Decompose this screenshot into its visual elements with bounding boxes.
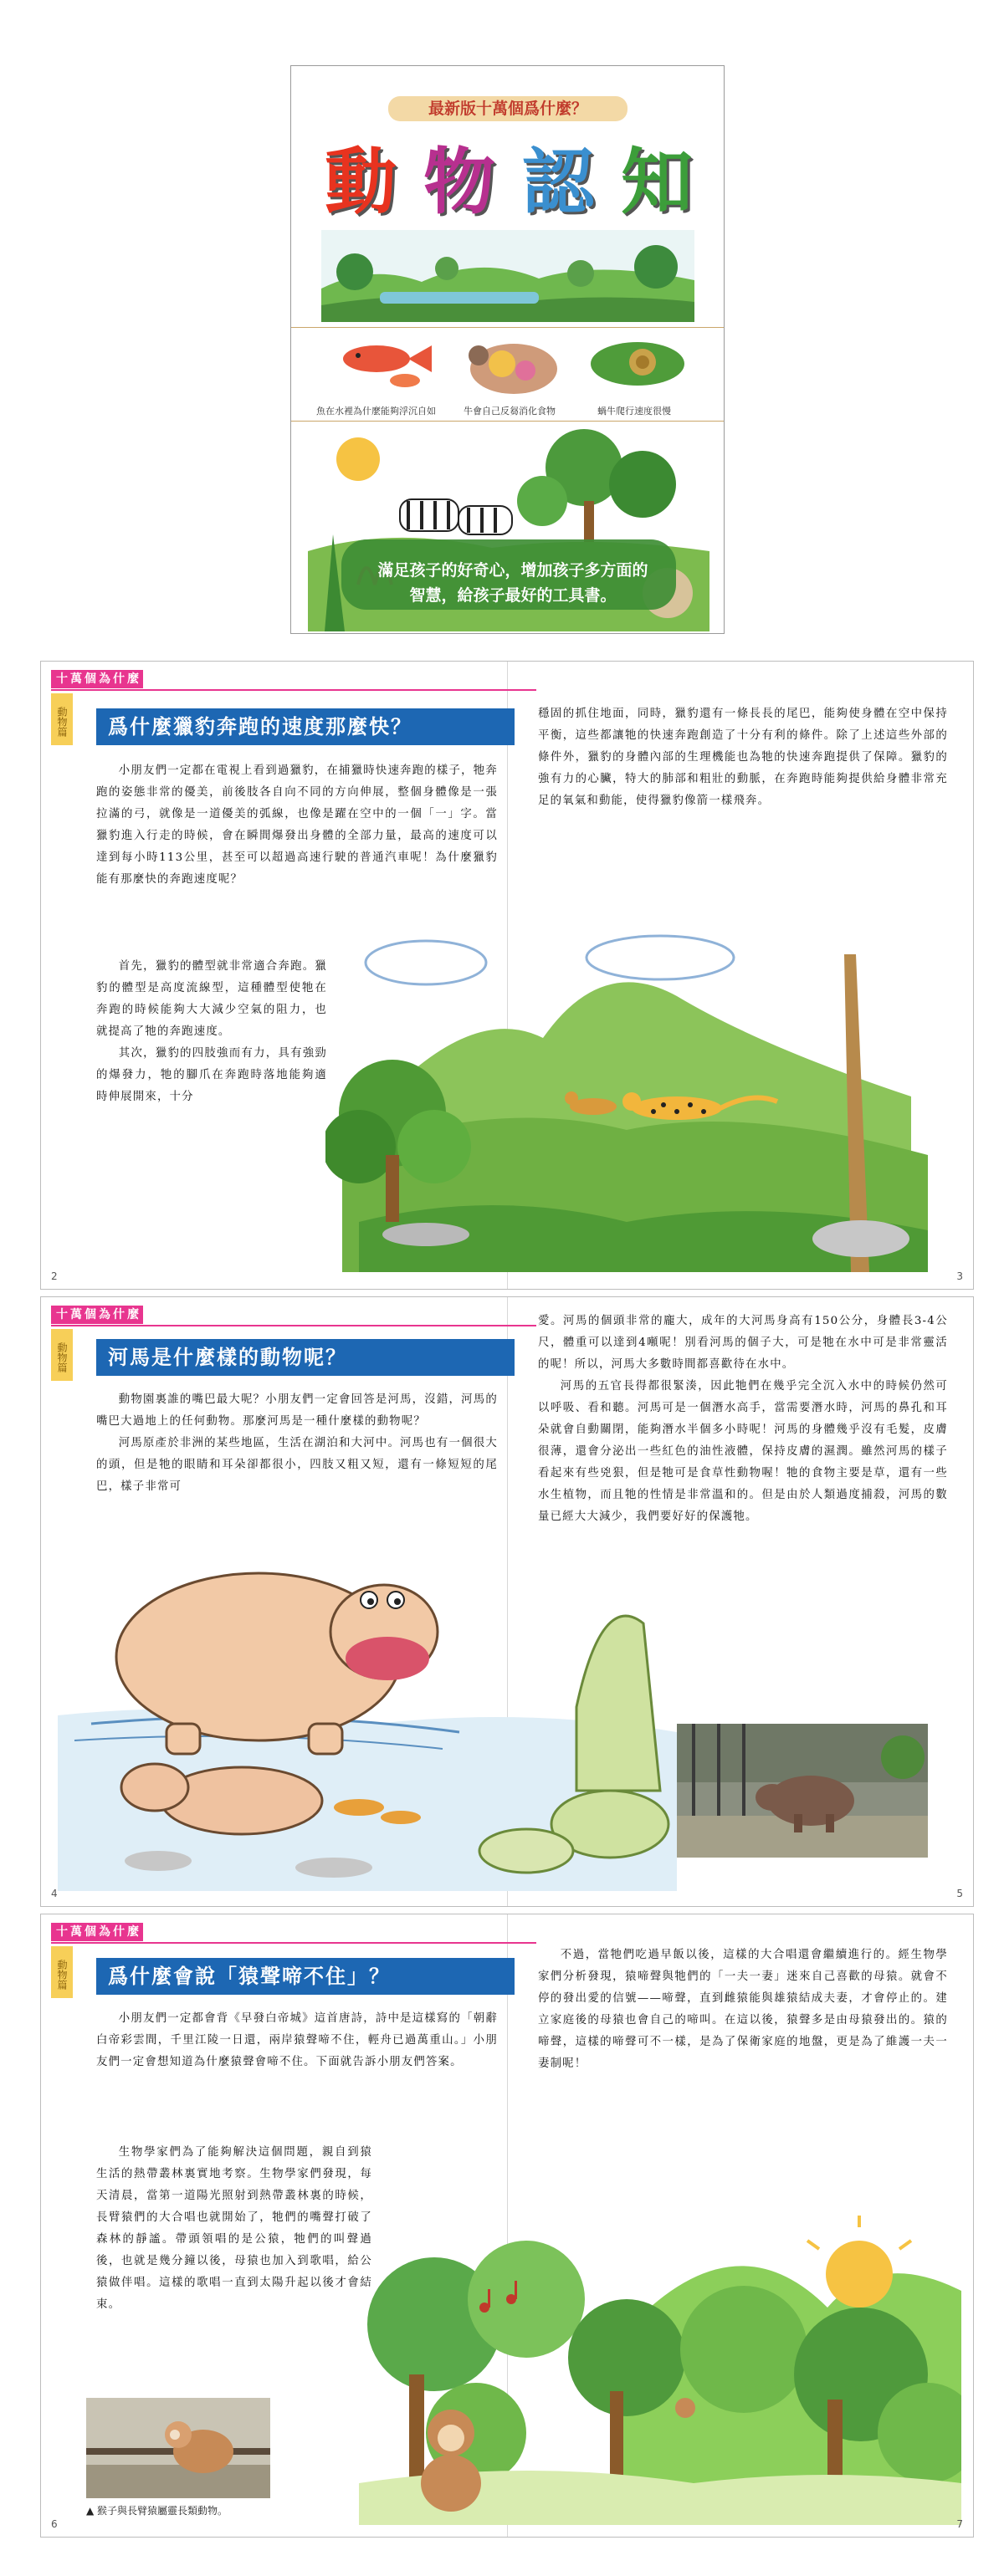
hippo-photo	[677, 1724, 928, 1858]
question-title: 爲什麼獵豹奔跑的速度那麼快？	[96, 708, 515, 745]
book-spread-cheetah	[40, 661, 974, 1290]
cover-slogan	[350, 558, 676, 608]
cover-title-char: 動	[325, 141, 397, 224]
paragraph: 穩固的抓住地面，同時，獵豹還有一條長長的尾巴，能夠使身體在空中保持平衡，這些都讓牠的快速奔跑創造了十分有利的條件。除了上述這些外部的條件外，獵豹的身體內部的生理機能也為牠的快速奔跑提供了保障。獵豹的強有力的心臟，特大的肺部和粗壯的動脈，在奔跑時能夠提供給身體非常充足的氧氣和動能，使得獵豹像箭一樣飛奔。	[538, 708, 948, 807]
cover-title-char: 物	[423, 141, 495, 224]
paragraph: 不過，當牠們吃過早飯以後，這樣的大合唱還會繼續進行的。經生物學家們分析發現，猿啼聲與牠們的「一夫一妻」迷來自己喜歡的母猿。就會不停的發出愛的信號——啼聲，直到雌猿能與雄猿結成夫妻，才會停止的。建立家庭後的母猿也會自己的啼叫。在這以後，猿聲多是由母猿發出的。猿的啼聲，這樣的啼聲可不一樣，是為了保衛家庭的地盤，更是為了維護一夫一妻制呢！	[538, 1949, 948, 2070]
cover-title	[325, 136, 693, 228]
cover-divider	[291, 421, 725, 422]
question-title: 河馬是什麼樣的動物呢？	[96, 1339, 515, 1376]
cover-caption: 魚在水裡為什麼能夠浮沉自如	[316, 406, 436, 417]
paragraph: 愛。河馬的個頭非常的龐大，成年的大河馬身高有150公分，身體長3-4公尺，體重可以達到4噸呢！別看河馬的個子大，可是牠在水中可是非常靈活的呢！所以，河馬大多數時間都喜歡待在水中。	[538, 1315, 948, 1371]
cover-snail-illustration	[584, 334, 693, 392]
article-text-right	[538, 703, 948, 887]
page-number: 3	[956, 1270, 963, 1282]
cover-title-char: 認	[522, 141, 594, 224]
cover-fish-illustration	[325, 334, 442, 392]
cover-cow-illustration	[458, 332, 567, 399]
page-number: 5	[956, 1888, 963, 1899]
article-text-left-narrow	[96, 2142, 372, 2376]
book-spread-hippo	[40, 1296, 974, 1907]
paragraph: 其次，獵豹的四肢強而有力，具有強勁的爆發力，牠的腳爪在奔跑時落地能夠適時伸展開來，十分	[96, 1047, 327, 1103]
page-number: 4	[51, 1888, 58, 1899]
cover-landscape-illustration	[321, 230, 694, 322]
page-number: 2	[51, 1270, 58, 1282]
series-label: 十萬個為什麼	[51, 670, 143, 688]
series-label: 十萬個為什麼	[51, 1306, 143, 1324]
paragraph: 河馬的五官長得都很緊湊，因此牠們在幾乎完全沉入水中的時候仍然可以呼吸、看和聽。河馬可是一個潛水高手，當需要潛水時，河馬的鼻孔和耳朵就會自動關閉，能夠潛水半個多小時呢！河馬的身體幾乎沒有毛髮，皮膚很薄，還會分泌出一些紅色的油性液體，保持皮膚的濕潤。雖然河馬的樣子看起來有些兇狠，但是牠可是食草性動物喔！牠的食物主要是草，還有一些水生植物，而且牠的性情是非常溫和的。但是由於人類過度捕殺，河馬的數量已經大大減少，我們要好好的保護牠。	[538, 1380, 948, 1523]
monkey-photo	[86, 2398, 270, 2498]
article-text-left-narrow	[96, 956, 327, 1267]
category-label: 動物篇	[51, 1946, 73, 1998]
series-label: 十萬個為什麼	[51, 1923, 143, 1941]
paragraph: 小朋友們一定都在電視上看到過獵豹，在捕獵時快速奔跑的樣子，牠奔跑的姿態非常的優美，前後肢各自向不同的方向伸展，整個身體像是一張拉滿的弓，就像是一道優美的弧線，也像是躍在空中的一個「一」字。當獵豹進入行走的時候，會在瞬間爆發出身體的全部力量，最高的速度可以達到每小時113公里，甚至可以超過高速行駛的普通汽車呢！為什麼獵豹能有那麼快的奔跑速度呢？	[96, 764, 498, 886]
category-label: 動物篇	[51, 693, 73, 745]
category-label: 動物篇	[51, 1329, 73, 1381]
article-text-left	[96, 2008, 498, 2139]
cover-subtitle: 最新版十萬個爲什麼？	[388, 96, 628, 121]
cover-slogan-line: 智慧，給孩子最好的工具書。	[409, 586, 617, 605]
hippos-in-water-illustration	[58, 1540, 677, 1891]
question-title: 爲什麼會說「猿聲啼不住」？	[96, 1958, 515, 1995]
paragraph: 首先，獵豹的體型就非常適合奔跑。獵豹的體型是高度流線型，這種體型使牠在奔跑的時候能夠大大減少空氣的阻力，也就提高了牠的奔跑速度。	[96, 960, 327, 1038]
cover-title-char: 知	[621, 141, 693, 224]
cheetah-chasing-gazelle-illustration	[325, 904, 961, 1272]
article-text-right	[538, 1945, 948, 2170]
paragraph: 生物學家們為了能夠解決這個問題，親自到猿生活的熱帶叢林裏實地考察。生物學家們發現，每天清晨，當第一道陽光照射到熱帶叢林裏的時候，長臂猿們的大合唱也就開始了，牠們的嘴聲打破了森林的靜謐。帶頭領唱的是公猿，牠們的叫聲過後，也就是幾分鐘以後，母猿也加入到歌唱，給公猿做伴唱。這樣的歌唱一直到太陽升起以後才會結束。	[96, 2146, 372, 2311]
cover-caption: 牛會自己反芻消化食物	[464, 406, 556, 417]
paragraph: 河馬原產於非洲的某些地區，生活在湖泊和大河中。河馬也有一個很大的頭，但是牠的眼睛和耳朵卻都很小，四肢又粗又短，還有一條短短的尾巴，樣子非常可	[96, 1437, 498, 1493]
paragraph: 小朋友們一定都會背《早發白帝城》這首唐詩，詩中是這樣寫的「朝辭白帝彩雲間，千里江陵一日還，兩岸猿聲啼不住，輕舟已過萬重山。」小朋友們一定會想知道為什麼猿聲會啼不住。下面就告訴小朋友們答案。	[96, 2012, 498, 2068]
book-cover	[290, 65, 725, 634]
forest-with-monkey-illustration	[359, 2182, 961, 2525]
photo-caption: ▲ 猴子與長臂猿屬靈長類動物。	[86, 2505, 228, 2517]
cover-divider	[291, 327, 725, 328]
cover-slogan-line: 滿足孩子的好奇心，增加孩子多方面的	[377, 561, 648, 580]
cover-caption: 蝸牛爬行速度很慢	[597, 406, 671, 417]
paragraph: 動物園裏誰的嘴巴最大呢？小朋友們一定會回答是河馬，沒錯，河馬的嘴巴大過地上的任何動物。那麼河馬是一種什麼樣的動物呢？	[96, 1393, 498, 1428]
page-number: 7	[956, 2518, 963, 2530]
page-number: 6	[51, 2518, 58, 2530]
book-spread-apes	[40, 1914, 974, 2538]
